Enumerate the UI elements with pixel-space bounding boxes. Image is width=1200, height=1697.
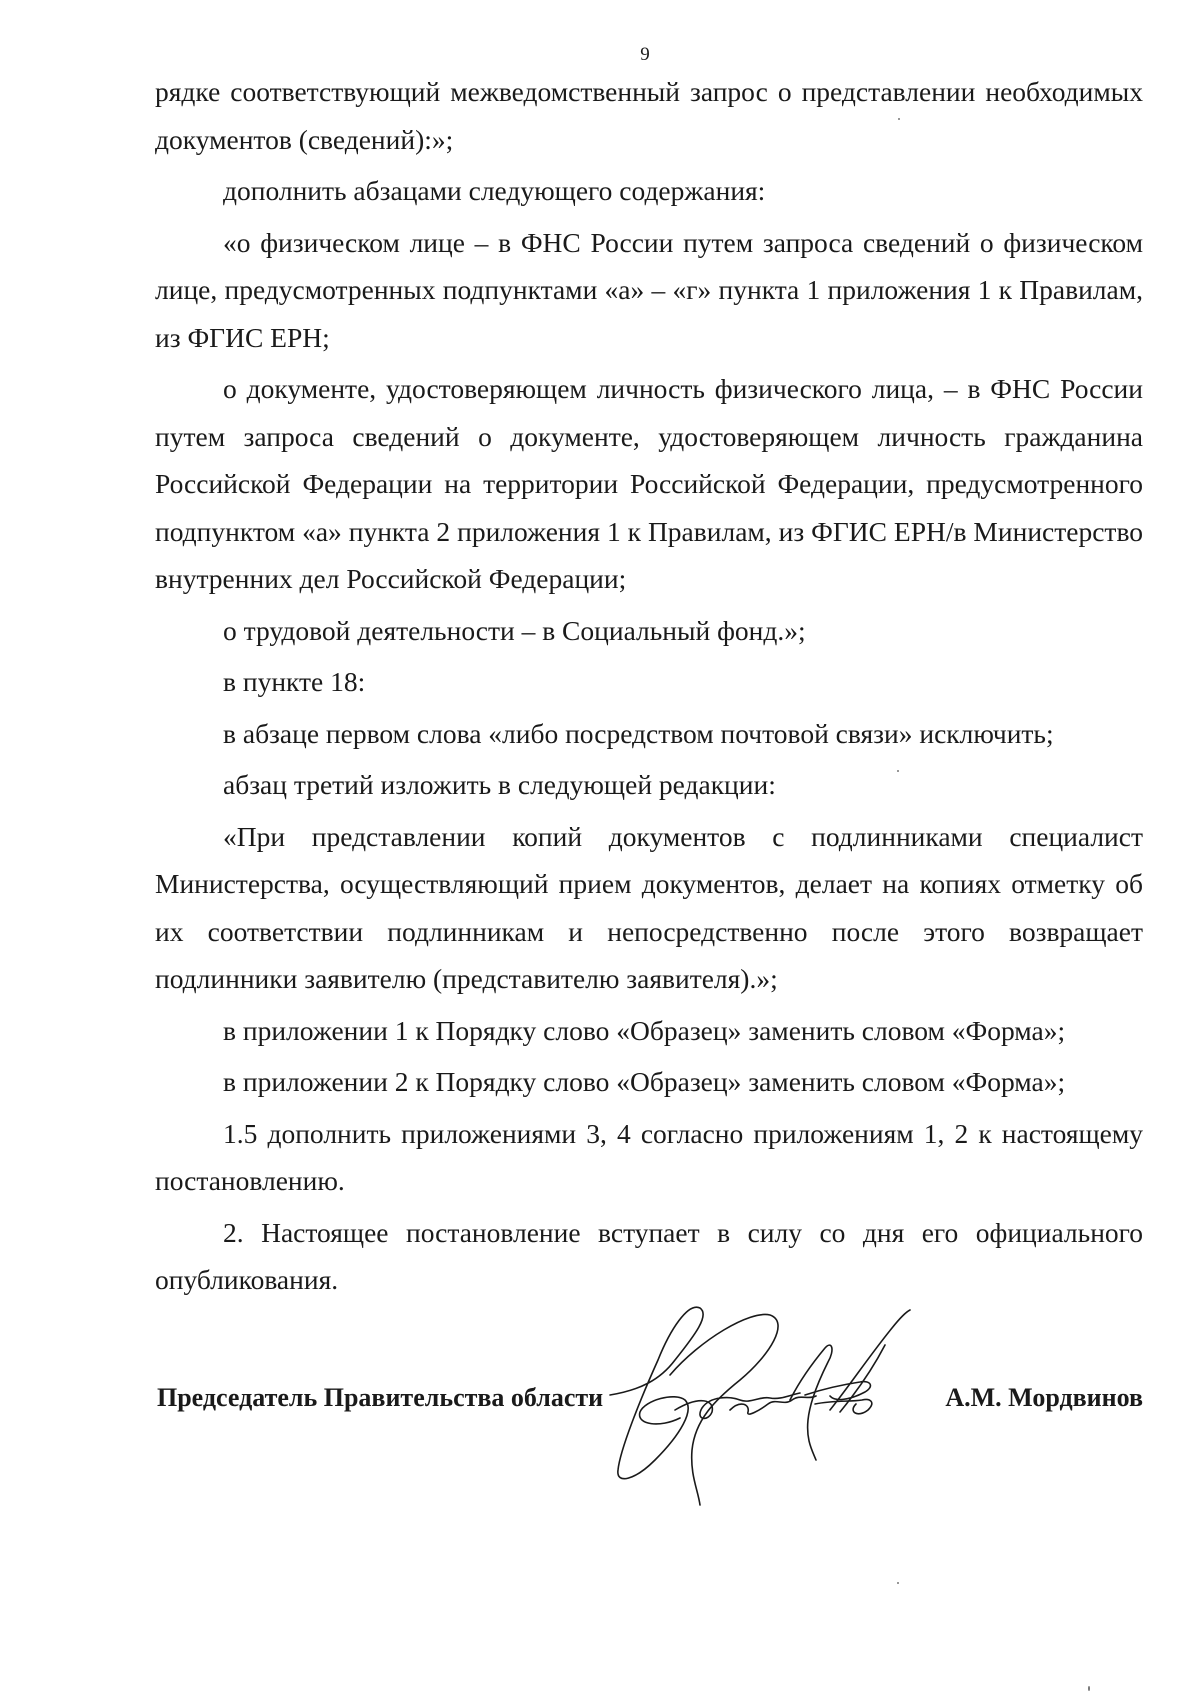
- paragraph: 2. Настоящее постановление вступает в силу со дня его официального опубликования.: [155, 1216, 1143, 1295]
- page-number: 9: [640, 44, 650, 65]
- paragraph: «о физическом лице – в ФНС России путем запроса сведений о физическом лице, предусмотренных подпунктами «а» – «г» пункта 1 приложения 1 к Правилам, из ФГИС ЕРН;: [155, 226, 1143, 353]
- paragraph: в абзаце первом слова «либо посредством почтовой связи» исключить;: [223, 717, 1054, 749]
- scan-speck: [1088, 1686, 1090, 1691]
- paragraph: дополнить абзацами следующего содержания:: [223, 175, 766, 206]
- handwritten-signature: [600, 1300, 980, 1520]
- scan-speck: [898, 118, 900, 120]
- scan-speck: [897, 1582, 899, 1584]
- document-body: [155, 68, 1143, 1304]
- paragraph: о документе, удостоверяющем личность физического лица, – в ФНС России путем запроса сведений о документе, удостоверяющем личность гражданина Российской Федерации на территории Российской Федерации, предусмотренного подпунктом «а» пункта 2 приложения 1 к Правилам, из ФГИС ЕРН/в Министерство внутренних дел Российской Федерации;: [155, 373, 1143, 594]
- signatory-position: Председатель Правительства области: [157, 1383, 604, 1412]
- paragraph: в пункте 18:: [223, 666, 366, 697]
- paragraph: 1.5 дополнить приложениями 3, 4 согласно приложениям 1, 2 к настоящему постановлению.: [155, 1117, 1143, 1196]
- paragraph: «При представлении копий документов с подлинниками специалист Министерства, осуществляющий прием документов, делает на копиях отметку об их соответствии подлинникам и непосредственно после этого возвращает подлинники заявителю (представителю заявителя).»;: [155, 820, 1143, 994]
- paragraph: абзац третий изложить в следующей редакции:: [223, 769, 776, 800]
- paragraph: в приложении 2 к Порядку слово «Образец» заменить словом «Форма»;: [223, 1066, 1066, 1097]
- signatory-name: А.М. Мордвинов: [945, 1383, 1143, 1412]
- paragraph: в приложении 1 к Порядку слово «Образец» заменить словом «Форма»;: [223, 1014, 1066, 1046]
- paragraph-continuation: рядке соответствующий межведомственный запрос о представлении необходимых документов (сведений):»;: [155, 76, 1143, 155]
- scan-speck: [897, 770, 899, 772]
- paragraph: о трудовой деятельности – в Социальный фонд.»;: [223, 614, 806, 646]
